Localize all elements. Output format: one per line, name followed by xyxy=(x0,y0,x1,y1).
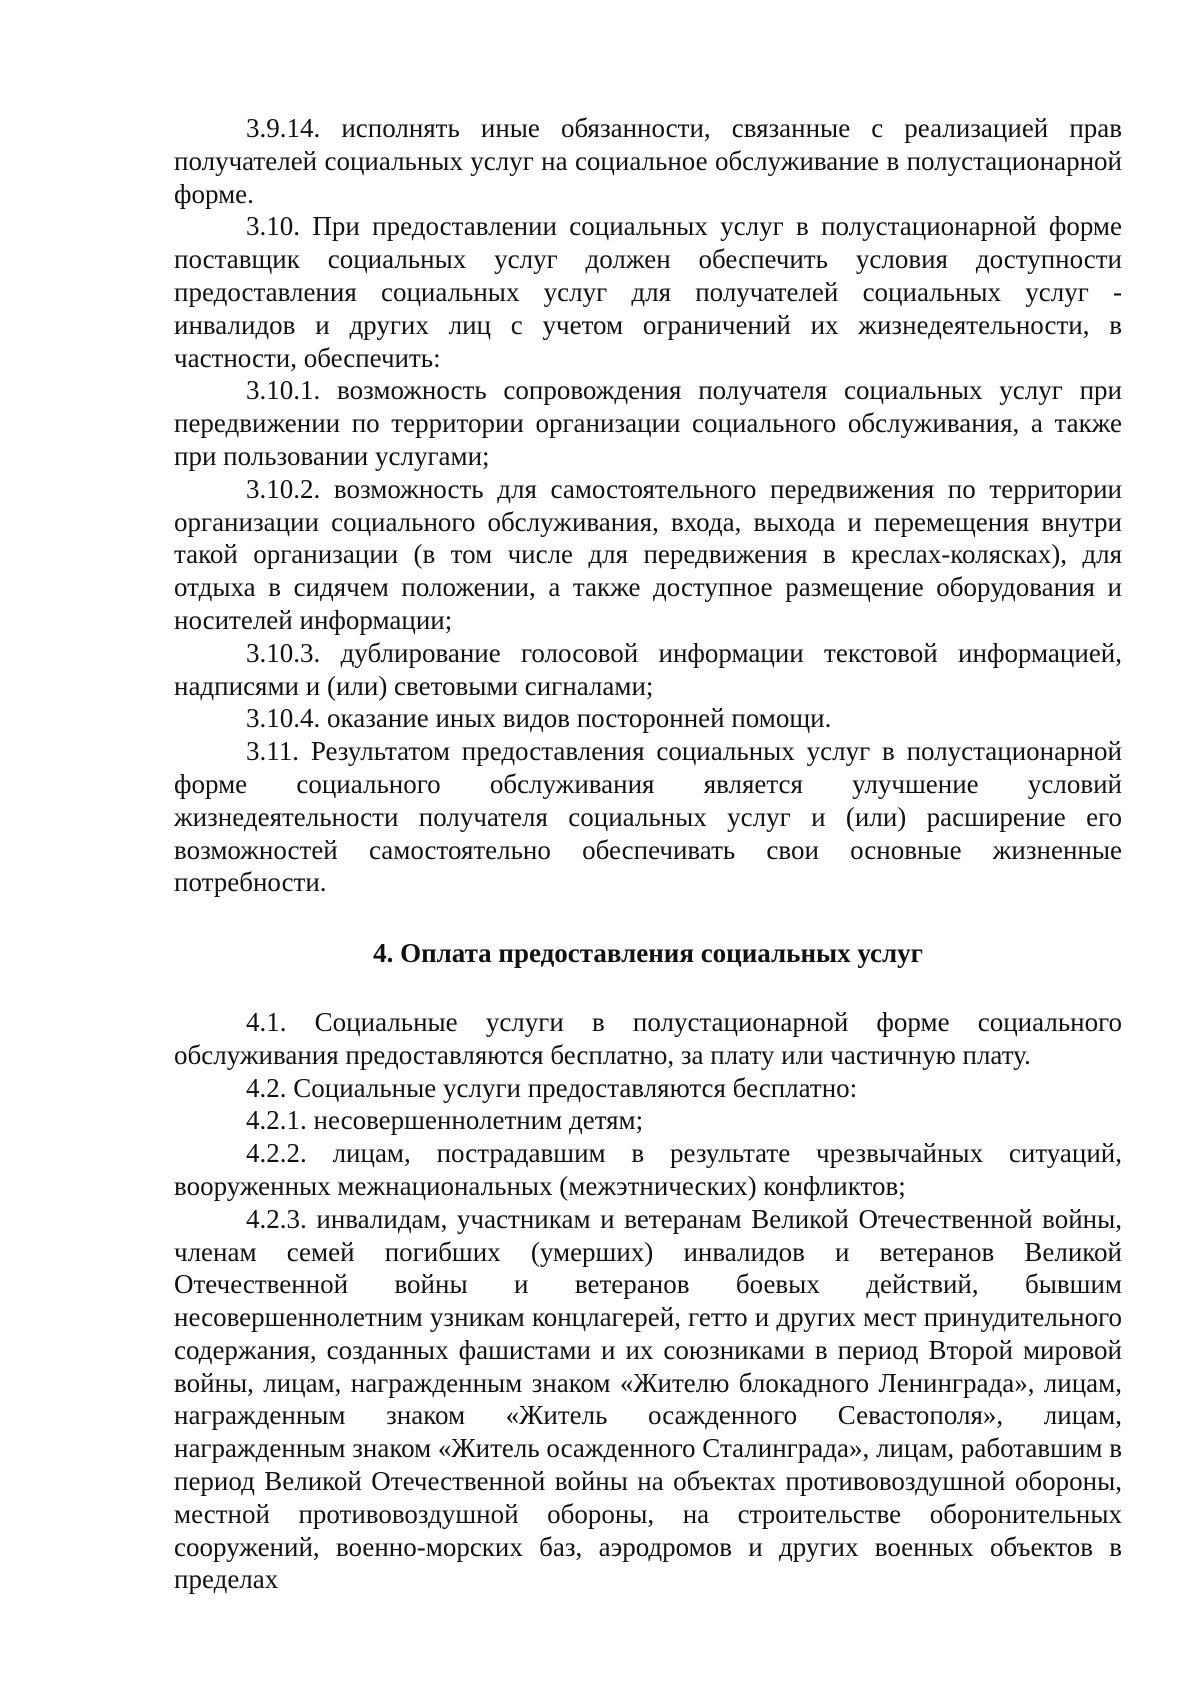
paragraph-4-2-2: 4.2.2. лицам, пострадавшим в результате чрезвычайных ситуаций, вооруженных межнациональных (межэтнических) конфликтов; xyxy=(174,1138,1122,1201)
paragraph-3-10-2: 3.10.2. возможность для самостоятельного передвижения по территории организации социального обслуживания, входа, выхода и перемещения внутри такой организации (в том числе для передвижения в креслах-колясках), для отдыха в сидячем положении, а также доступное размещение оборудования и носителей информации; xyxy=(174,473,1122,635)
section-heading: 4. Оплата предоставления социальных услуг xyxy=(373,938,923,969)
paragraph-3-11: 3.11. Результатом предоставления социальных услуг в полустационарной форме социального обслуживания является улучшение условий жизнедеятельности получателя социальных услуг и (или) расширение его возможностей самостоятельно обеспечивать свои основные жизненные потребности. xyxy=(174,736,1122,898)
document-page xyxy=(174,112,1122,1596)
paragraph-4-2-3: 4.2.3. инвалидам, участникам и ветеранам Великой Отечественной войны, членам семей погибших (умерших) инвалидов и ветеранов Великой Отечественной войны и ветеранов боевых действий, бывшим несовершеннолетним узникам концлагерей, гетто и других мест принудительного содержания, созданных фашистами и их союзниками в период Второй мировой войны, лицам, награжденным знаком «Жителю блокадного Ленинграда», лицам, награжденным знаком «Житель осажденного Севастополя», лицам, награжденным знаком «Житель осажденного Сталинграда», лицам, работавшим в период Великой Отечественной войны на объектах противовоздушной обороны, местной противовоздушной обороны, на строительстве оборонительных сооружений, военно-морских баз, аэродромов и других военных объектов в пределах xyxy=(174,1203,1122,1595)
paragraph-3-10-3: 3.10.3. дублирование голосовой информации текстовой информацией, надписями и (или) световыми сигналами; xyxy=(174,637,1122,701)
paragraph-4-2: 4.2. Социальные услуги предоставляются бесплатно: xyxy=(246,1072,858,1103)
paragraph-3-10-4: 3.10.4. оказание иных видов посторонней помощи. xyxy=(246,703,832,734)
paragraph-3-10-1: 3.10.1. возможность сопровождения получателя социальных услуг при передвижении по территории организации социального обслуживания, а также при пользовании услугами; xyxy=(174,375,1122,471)
paragraph-4-2-1: 4.2.1. несовершеннолетним детям; xyxy=(246,1105,644,1136)
paragraph-3-10: 3.10. При предоставлении социальных услуг в полустационарной форме поставщик социальных услуг должен обеспечить условия доступности предоставления социальных услуг для получателей социальных услуг - инвалидов и других лиц с учетом ограничений их жизнедеятельности, в частности, обеспечить: xyxy=(174,211,1122,373)
paragraph-4-1: 4.1. Социальные услуги в полустационарной форме социального обслуживания предоставляются бесплатно, за плату или частичную плату. xyxy=(174,1006,1122,1070)
paragraph-3-9-14: 3.9.14. исполнять иные обязанности, связанные с реализацией прав получателей социальных услуг на социальное обслуживание в полустационарной форме. xyxy=(174,113,1122,209)
